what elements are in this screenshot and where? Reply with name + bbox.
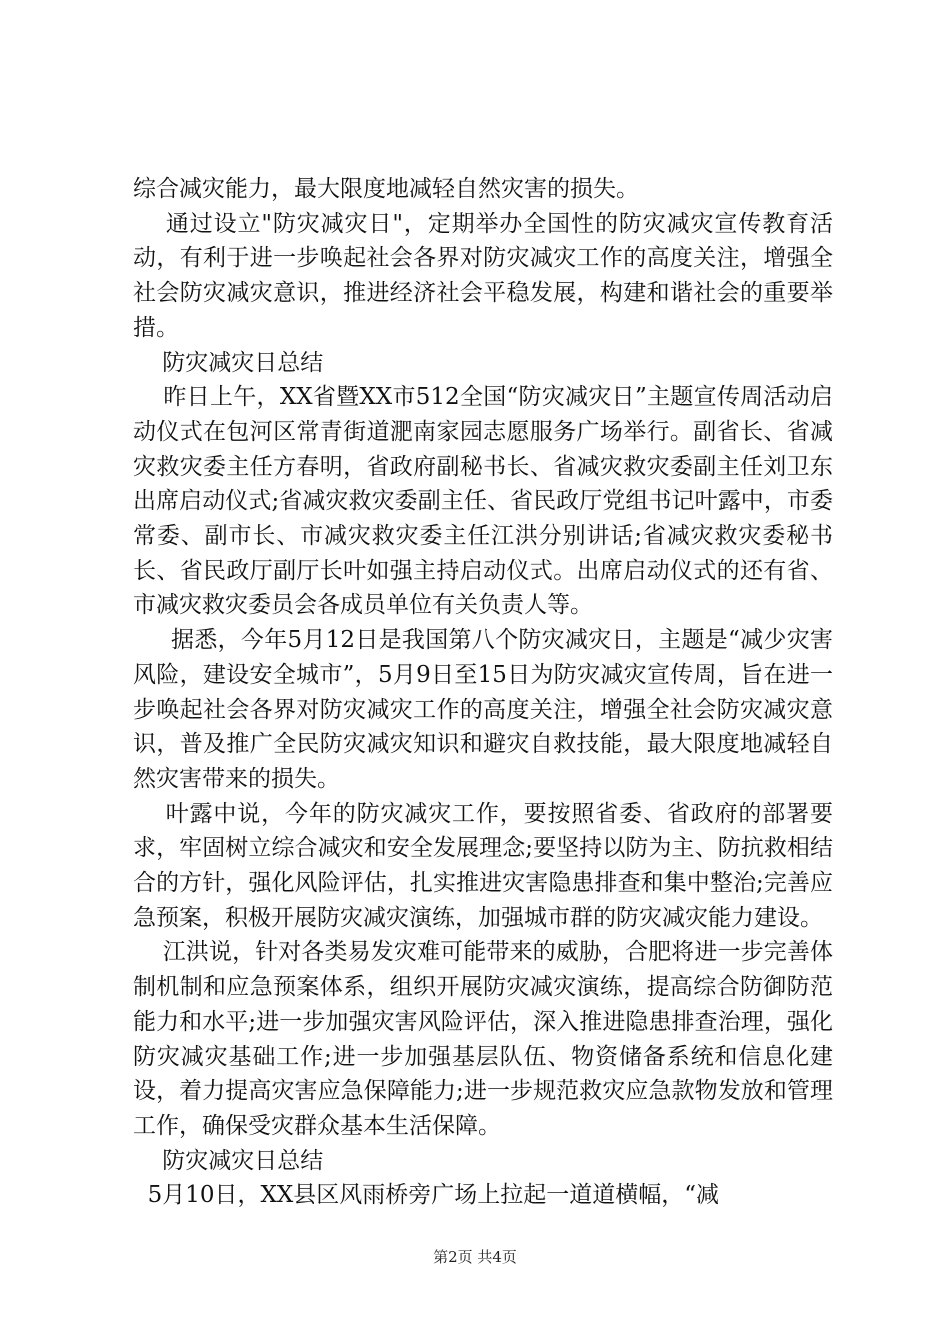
paragraph: 江洪说，针对各类易发灾难可能带来的威胁，合肥将进一步完善体制机制和应急预案体系，组织开展防灾减灾演练，提高综合防御防范能力和水平;进一步加强灾害风险评估，深入推进隐患排查治理，强化防灾减灾基础工作;进一步加强基层队伍、物资储备系统和信息化建设，着力提高灾害应急保障能力;进一步规范救灾应急款物发放和管理工作，确保受灾群众基本生活保障。 — [133, 939, 833, 1139]
page-number-footer: 第2页 共4页 — [433, 1248, 517, 1266]
document-body — [133, 172, 833, 1213]
paragraph: 5月10日，XX县区风雨桥旁广场上拉起一道道横幅，“减 — [133, 1182, 720, 1209]
paragraph: 综合减灾能力，最大限度地减轻自然灾害的损失。 — [133, 176, 639, 202]
section-heading: 防灾减灾日总结 — [133, 349, 324, 376]
paragraph: 据悉，今年5月12日是我国第八个防灾减灾日，主题是“减少灾害风险，建设安全城市”，5月9日至15日为防灾减灾宣传周，旨在进一步唤起社会各界对防灾减灾工作的高度关注，增强全社会防灾减灾意识，普及推广全民防灾减灾知识和避灾自救技能，最大限度地减轻自然灾害带来的损失。 — [133, 627, 833, 792]
section-heading: 防灾减灾日总结 — [133, 1147, 324, 1174]
paragraph: 叶露中说，今年的防灾减灾工作，要按照省委、省政府的部署要求，牢固树立综合减灾和安全发展理念;要坚持以防为主、防抗救相结合的方针，强化风险评估，扎实推进灾害隐患排查和集中整治;完善应急预案，积极开展防灾减灾演练，加强城市群的防灾减灾能力建设。 — [133, 800, 834, 931]
paragraph: 通过设立"防灾减灾日"，定期举办全国性的防灾减灾宣传教育活动，有利于进一步唤起社会各界对防灾减灾工作的高度关注，增强全社会防灾减灾意识，推进经济社会平稳发展，构建和谐社会的重要举措。 — [133, 210, 833, 341]
paragraph: 昨日上午，XX省暨XX市512全国“防灾减灾日”主题宣传周活动启动仪式在包河区常青街道淝南家园志愿服务广场举行。副省长、省减灾救灾委主任方春明，省政府副秘书长、省减灾救灾委副主任刘卫东出席启动仪式;省减灾救灾委副主任、省民政厅党组书记叶露中，市委常委、副市长、市减灾救灾委主任江洪分别讲话;省减灾救灾委秘书长、省民政厅副厅长叶如强主持启动仪式。出席启动仪式的还有省、市减灾救灾委员会各成员单位有关负责人等。 — [133, 384, 833, 619]
